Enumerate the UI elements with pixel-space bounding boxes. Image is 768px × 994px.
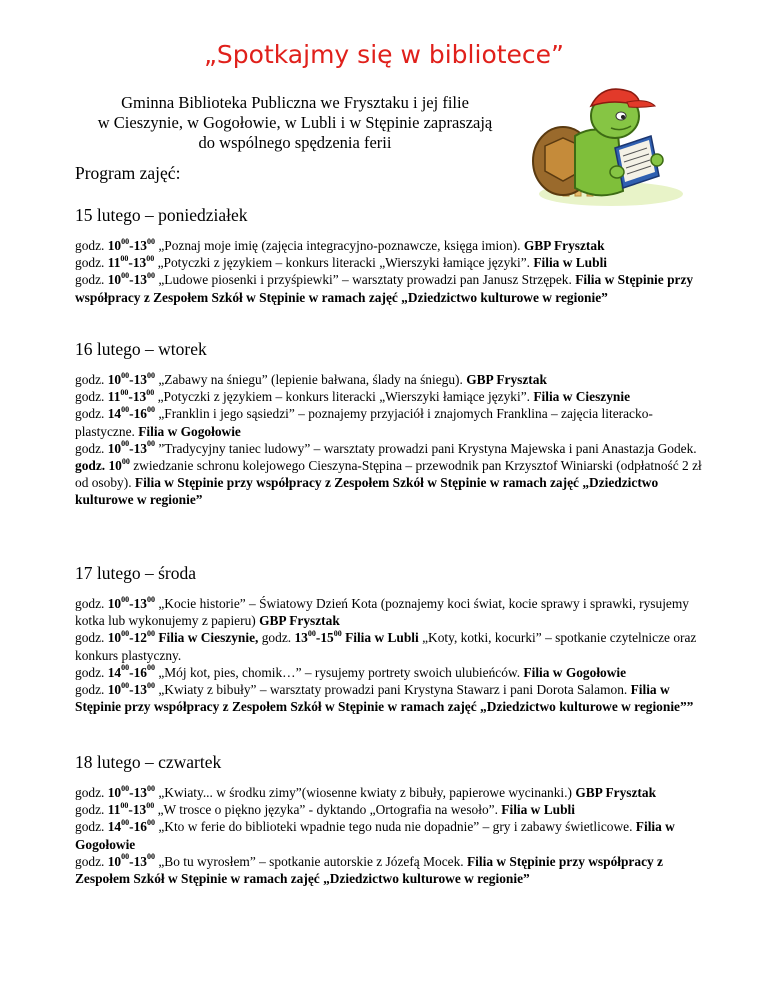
schedule-entry: godz. $10^{00}-13^{00}$ „Poznaj moje imię (zajęcia integracyjno-poznawcze, księga imion). GBP Frysztak xyxy=(75,236,605,253)
schedule-entry: godz. $11^{00}-13^{00}$ „Potyczki z językiem – konkurs literacki „Wierszyki łamiące języki”. Filia w Cieszynie xyxy=(75,387,631,405)
day-entries xyxy=(75,371,705,509)
schedule-entry: godz. $14^{00}-16^{00}$ „Franklin i jego sąsiedzi” – poznajemy przyjaciół i znajomych Franklina – zajęcia literacko-plastyczne. Filia w Gogołowie xyxy=(75,404,653,439)
day-heading: 15 lutego – poniedziałek xyxy=(75,205,248,225)
intro-text xyxy=(70,93,520,153)
schedule-entry: godz. $14^{00}-16^{00}$ „Kto w ferie do biblioteki wpadnie tego nuda nie dopadnie” – gry i zabawy świetlicowe. Filia w Gogołowie xyxy=(75,817,675,852)
schedule-entry: godz. $10^{00}-13^{00}$ „Kocie historie” – Światowy Dzień Kota (poznajemy koci świat, kocie sprawy i sprawki, rysujemy kotka lub wykonujemy z papieru) GBP Frysztak xyxy=(75,594,689,629)
schedule-entry: godz. $10^{00}-13^{00}$ „Zabawy na śniegu” (lepienie bałwana, ślady na śniegu). GBP Frysztak xyxy=(75,370,547,387)
day-heading: 16 lutego – wtorek xyxy=(75,339,207,359)
schedule-entry: godz. $11^{00}-13^{00}$ „Potyczki z językiem – konkurs literacki „Wierszyki łamiące języki”. Filia w Lubli xyxy=(75,253,608,271)
day-heading: 18 lutego – czwartek xyxy=(75,752,222,772)
intro-line: w Cieszynie, w Gogołowie, w Lubli i w Stępinie zapraszają xyxy=(97,113,493,132)
intro-line: Gminna Biblioteka Publiczna we Frysztaku i jej filie xyxy=(121,93,469,112)
turtle-reading-book-icon xyxy=(523,76,689,208)
day-entries xyxy=(75,595,705,715)
day-entries xyxy=(75,784,705,887)
schedule-entry: godz. $10^{00}$ zwiedzanie schronu kolejowego Cieszyna-Stępina – przewodnik pan Krzysztof Winiarski (odpłatność 2 zł od osoby). Filia w Stępinie przy współpracy z Zespołem Szkół w Stępinie w ramach zajęć „Dziedzictwo kulturowe w regionie” xyxy=(75,456,702,508)
schedule-entry: godz. $11^{00}-13^{00}$ „W trosce o piękno języka” - dyktando „Ortografia na wesoło”. Filia w Lubli xyxy=(75,800,575,818)
page-title: „Spotkajmy się w bibliotece” xyxy=(203,40,564,69)
schedule-entry: godz. $10^{00}-13^{00}$ „Kwiaty z bibuły” – warsztaty prowadzi pani Krystyna Stawarz i pani Dorota Salamon. Filia w Stępinie przy współpracy z Zespołem Szkół w Stępinie w ramach zajęć „Dziedzictwo kulturowe w regionie”” xyxy=(75,680,694,715)
day-entries xyxy=(75,237,705,306)
schedule-entry: godz. $10^{00}-13^{00}$ ”Tradycyjny taniec ludowy” – warsztaty prowadzi pani Krystyna Majewska i pani Anastazja Godek. xyxy=(75,439,697,456)
schedule-entry: godz. $10^{00}-13^{00}$ „Bo tu wyrosłem” – spotkanie autorskie z Józefą Mocek. Filia w Stępinie przy współpracy z Zespołem Szkół w Stępinie w ramach zajęć „Dziedzictwo kulturowe w regionie” xyxy=(75,852,663,887)
schedule-entry: godz. $14^{00}-16^{00}$ „Mój kot, pies, chomik…” – rysujemy portrety swoich ulubieńców. Filia w Gogołowie xyxy=(75,663,627,680)
schedule-entry: godz. $10^{00}-12^{00}$ Filia w Cieszynie, godz. $13^{00}-15^{00}$ Filia w Lubli „Koty, kotki, kocurki” – spotkanie czytelnicze oraz konkurs plastyczny. xyxy=(75,628,697,663)
schedule-entry: godz. $10^{00}-13^{00}$ „Ludowe piosenki i przyśpiewki” – warsztaty prowadzi pan Janusz Strzępek. Filia w Stępinie przy współpracy z Zespołem Szkół w Stępinie w ramach zajęć „Dziedzictwo kulturowe w regionie” xyxy=(75,270,694,305)
intro-line: do wspólnego spędzenia ferii xyxy=(198,133,392,152)
program-label: Program zajęć: xyxy=(75,163,181,183)
day-heading: 17 lutego – środa xyxy=(75,563,197,583)
schedule-entry: godz. $10^{00}-13^{00}$ „Kwiaty... w środku zimy”(wiosenne kwiaty z bibuły, papierowe wycinanki.) GBP Frysztak xyxy=(75,783,657,800)
